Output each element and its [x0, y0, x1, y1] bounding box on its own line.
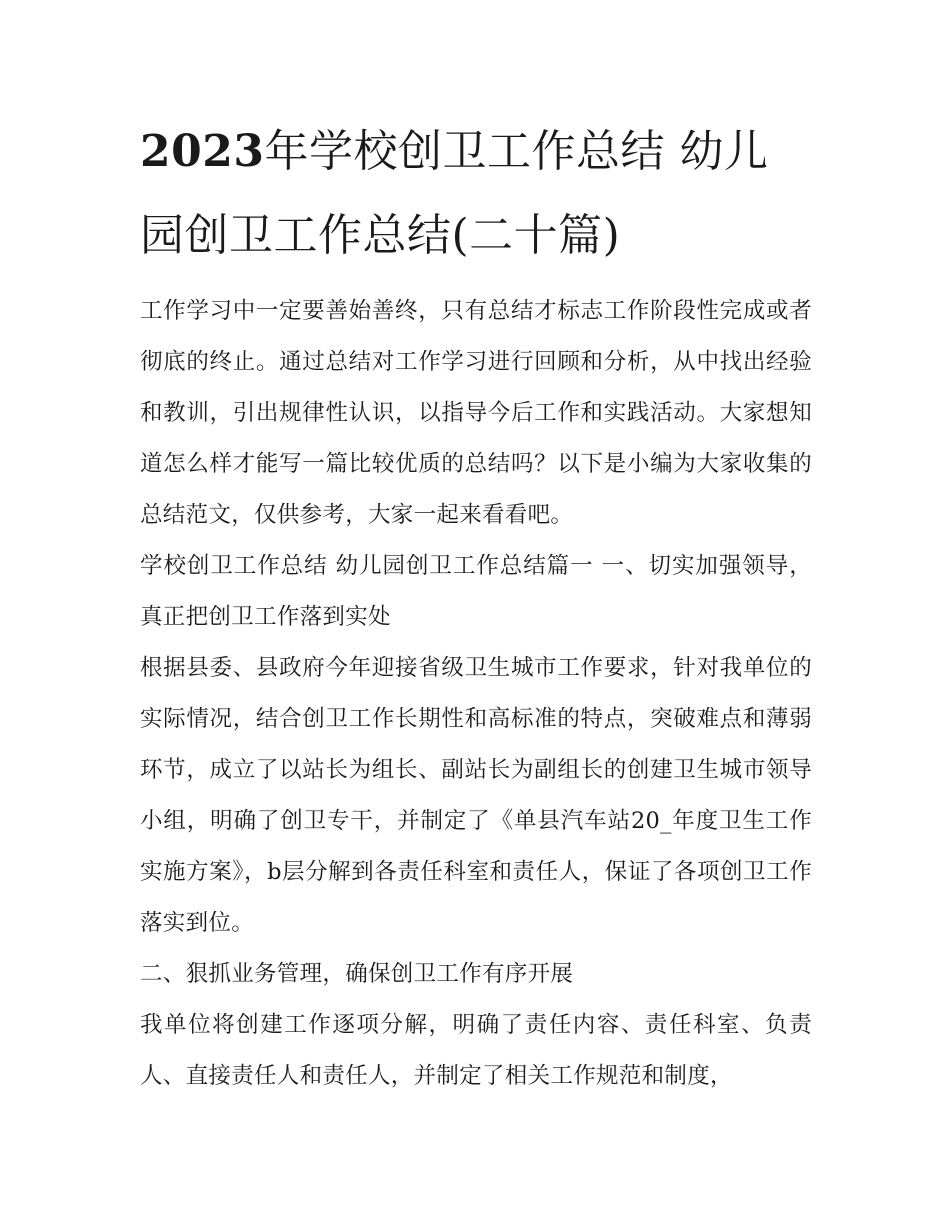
paragraph-body-2: 我单位将创建工作逐项分解，明确了责任内容、责任科室、负责人、直接责任人和责任人，并制定了相关工作规范和制度，: [140, 1012, 812, 1089]
paragraph-intro: 工作学习中一定要善始善终，只有总结才标志工作阶段性完成或者彻底的终止。通过总结对工作学习进行回顾和分析，从中找出经验和教训，引出规律性认识，以指导今后工作和实践活动。大家想知道怎么样才能写一篇比较优质的总结吗？以下是小编为大家收集的总结范文，仅供参考，大家一起来看看吧。: [140, 298, 812, 528]
title-text: 年学校创卫工作总结 幼儿园创卫工作总结(二十篇): [140, 126, 769, 261]
title-year: 2023: [140, 126, 265, 177]
document-page: [140, 110, 812, 1102]
document-title: [140, 110, 812, 278]
paragraph-section-heading-2: 二、狠抓业务管理，确保创卫工作有序开展: [140, 961, 574, 987]
paragraph-section-heading-1: 学校创卫工作总结 幼儿园创卫工作总结篇一 一、切实加强领导，真正把创卫工作落到实处: [140, 553, 812, 630]
paragraph-body-1: 根据县委、县政府今年迎接省级卫生城市工作要求，针对我单位的实际情况，结合创卫工作长期性和高标准的特点，突破难点和薄弱环节，成立了以站长为组长、副站长为副组长的创建卫生城市领导小组，明确了创卫专干，并制定了《单县汽车站20_年度卫生工作实施方案》，b层分解到各责任科室和责任人，保证了各项创卫工作落实到位。: [140, 655, 812, 936]
